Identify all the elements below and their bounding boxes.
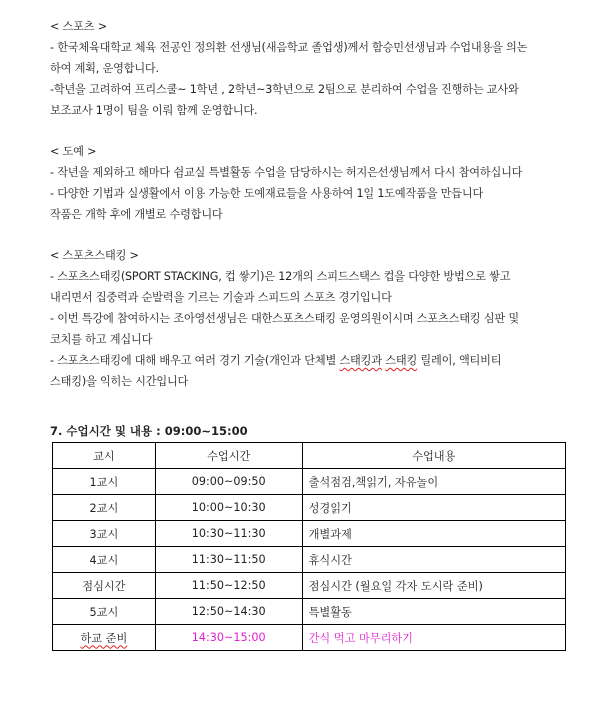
content-cell: 개별과제 (302, 521, 565, 547)
table-row (53, 521, 566, 547)
period-cell: 점심시간 (53, 573, 156, 599)
period-cell: 1교시 (53, 469, 156, 495)
period-cell: 3교시 (53, 521, 156, 547)
spellcheck-word: 하교 준비 (80, 631, 128, 645)
spellcheck-word: 스태킹과 (339, 354, 382, 367)
sports-line-4: 보조교사 1명이 팀을 이뤄 함께 운영합니다. (50, 104, 258, 117)
sports-heading: < 스포츠 > (50, 20, 107, 33)
stacking-line-3: - 이번 특강에 참여하시는 조아영선생님은 대한스포츠스태킹 운영의원이시며 스포츠스태킹 심판 및 (50, 312, 519, 325)
stacking-heading: < 스포츠스태킹 > (50, 249, 139, 262)
time-cell: 11:50~12:50 (155, 573, 302, 599)
period-cell: 2교시 (53, 495, 156, 521)
header-period: 교시 (53, 443, 156, 469)
period-cell (53, 625, 156, 651)
time-cell: 09:00~09:50 (155, 469, 302, 495)
spacer (50, 225, 590, 245)
stacking-line-6: 스태킹)을 익히는 시간입니다 (50, 375, 189, 388)
stacking-line-1: - 스포츠스태킹(SPORT STACKING, 컵 쌓기)은 12개의 스피드스택스 컵을 다양한 방법으로 쌓고 (50, 270, 511, 283)
time-cell: 10:30~11:30 (155, 521, 302, 547)
pottery-line-2: - 다양한 기법과 실생활에서 이용 가능한 도예재료들을 사용하여 1일 1도예작품을 만듭니다 (50, 187, 484, 200)
spacer (50, 121, 590, 141)
sports-line-3: -학년을 고려하여 프리스쿨~ 1학년 , 2학년~3학년으로 2팀으로 분리하여 수업을 진행하는 교사와 (50, 83, 519, 96)
sports-line-2: 하여 계획, 운영합니다. (50, 62, 159, 75)
header-time: 수업시간 (155, 443, 302, 469)
table-header-row (53, 443, 566, 469)
content-cell: 휴식시간 (302, 547, 565, 573)
content-cell: 특별활동 (302, 599, 565, 625)
table-row (53, 469, 566, 495)
pottery-line-1: - 작년을 제외하고 해마다 쉼교실 특별활동 수업을 담당하시는 허지은선생님께서 다시 참여하십니다 (50, 166, 523, 179)
pottery-line-3: 작품은 개학 후에 개별로 수령합니다 (50, 208, 223, 221)
table-row-dismissal (53, 625, 566, 651)
period-cell: 4교시 (53, 547, 156, 573)
stacking-line-5-text: - 스포츠스태킹에 대해 배우고 여러 경기 기술(개인과 단체별 (50, 354, 340, 367)
table-row (53, 547, 566, 573)
content-cell: 성경읽기 (302, 495, 565, 521)
content-cell: 간식 먹고 마무리하기 (302, 625, 565, 651)
table-row (53, 599, 566, 625)
stacking-line-5 (50, 350, 590, 371)
spacer (50, 392, 590, 410)
schedule-table (52, 442, 566, 651)
spellcheck-word: 스태킹 (385, 354, 418, 367)
stacking-line-2: 내리면서 집중력과 순발력을 기르는 기술과 스피드의 스포츠 경기입니다 (50, 291, 392, 304)
time-cell: 10:00~10:30 (155, 495, 302, 521)
pottery-heading: < 도예 > (50, 145, 97, 158)
sports-line-1: - 한국체육대학교 체육 전공인 정의환 선생님(새음학교 졸업생)께서 함승민선생님과 수업내용을 의논 (50, 41, 528, 54)
table-row (53, 573, 566, 599)
header-content: 수업내용 (302, 443, 565, 469)
table-row (53, 495, 566, 521)
content-cell: 출석점검,책읽기, 자유놀이 (302, 469, 565, 495)
period-cell: 5교시 (53, 599, 156, 625)
time-cell: 11:30~11:50 (155, 547, 302, 573)
schedule-title: 7. 수업시간 및 내용 : 09:00~15:00 (50, 424, 248, 438)
stacking-line-5-tail: 릴레이, 액티비티 (417, 354, 502, 367)
time-cell: 12:50~14:30 (155, 599, 302, 625)
stacking-line-4: 코치를 하고 계십니다 (50, 333, 153, 346)
time-cell: 14:30~15:00 (155, 625, 302, 651)
document-body (50, 16, 590, 651)
content-cell: 점심시간 (월요일 각자 도시락 준비) (302, 573, 565, 599)
